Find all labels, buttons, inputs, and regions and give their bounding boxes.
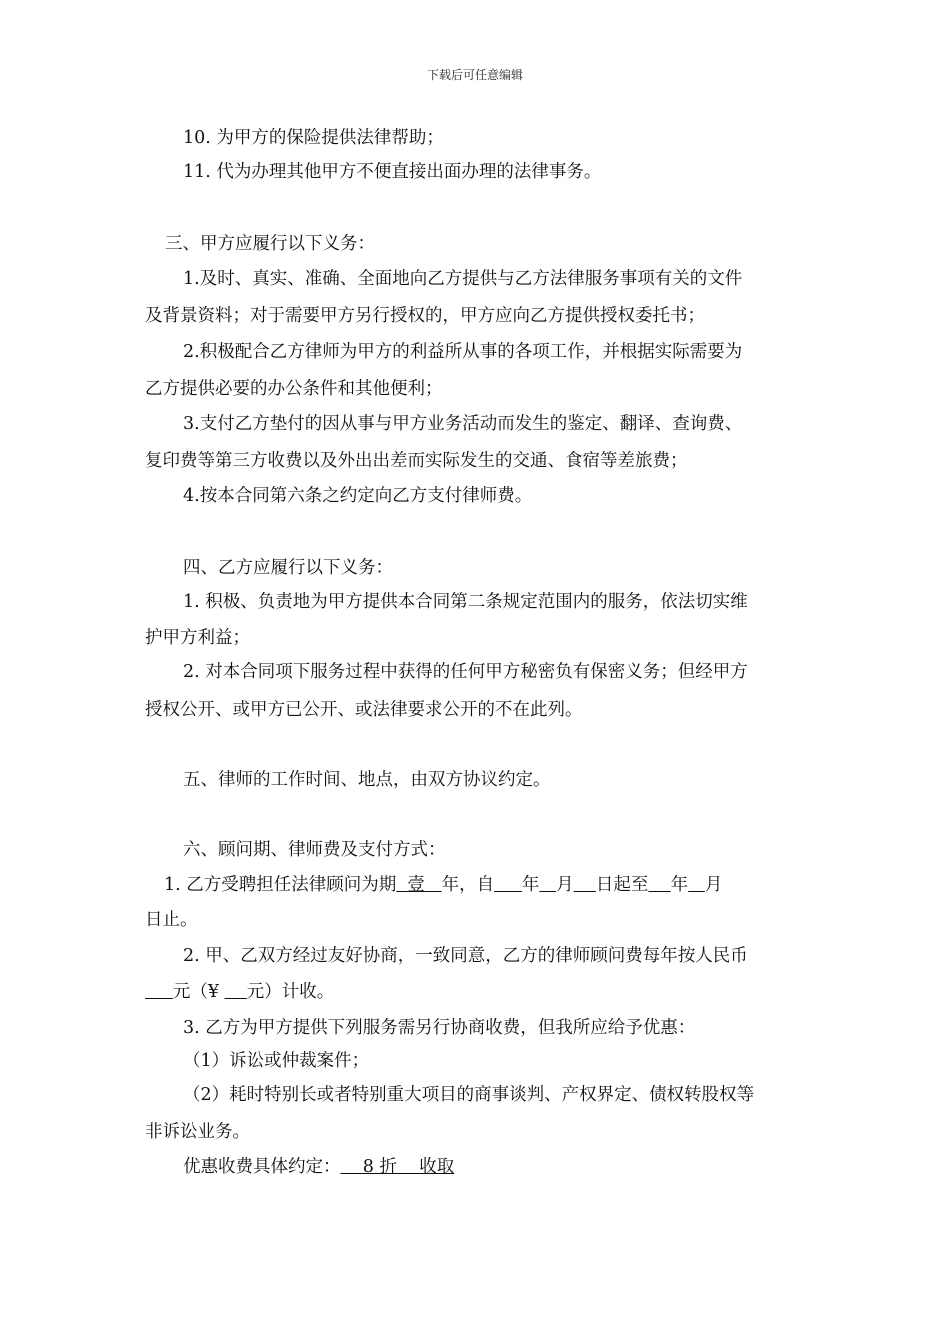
blank-field (225, 982, 247, 1002)
paragraph-line: 11. 代为办理其他甲方不便直接出面办理的法律事务。 (183, 162, 602, 182)
paragraph-line: 2.积极配合乙方律师为甲方的利益所从事的各项工作，并根据实际需要为 (183, 342, 743, 362)
term-text: 月 (704, 875, 723, 895)
blank-field (648, 875, 670, 895)
fee-clause-continuation (145, 980, 815, 1004)
term-text: 年 (521, 875, 540, 895)
term-clause-continuation: 日止。 (145, 910, 198, 930)
blank-field (574, 875, 596, 895)
term-text: 年，自 (441, 875, 495, 895)
paragraph-line: 授权公开、或甲方已公开、或法律要求公开的不在此列。 (145, 700, 583, 720)
blank-field (494, 875, 522, 895)
paragraph-line: 2. 对本合同项下服务过程中获得的任何甲方秘密负有保密义务；但经甲方 (183, 662, 748, 682)
paragraph-line: 六、顾问期、律师费及支付方式： (183, 840, 446, 860)
paragraph-line: 1.及时、真实、准确、全面地向乙方提供与乙方法律服务事项有关的文件 (183, 269, 743, 289)
fee-clause-line: 2. 甲、乙双方经过友好协商，一致同意，乙方的律师顾问费每年按人民币 (183, 946, 748, 966)
term-text: 1. 乙方受聘担任法律顾问为期 (164, 875, 397, 895)
paragraph-line: 3.支付乙方垫付的因从事与甲方业务活动而发生的鉴定、翻译、查询费、 (183, 414, 743, 434)
term-text: 月 (556, 875, 574, 895)
paragraph-line: 五、律师的工作时间、地点，由双方协议约定。 (183, 770, 551, 790)
paragraph-line: 护甲方利益； (145, 628, 250, 648)
blank-field (539, 875, 556, 895)
discount-value: 8 折 收取 (340, 1157, 455, 1177)
paragraph-line: 10. 为甲方的保险提供法律帮助； (183, 128, 444, 148)
paragraph-line: 乙方提供必要的办公条件和其他便利； (145, 379, 443, 399)
term-text: 日起至 (595, 875, 649, 895)
term-clause-line (164, 873, 834, 897)
paragraph-line: 4.按本合同第六条之约定向乙方支付律师费。 (183, 486, 533, 506)
discount-label: 优惠收费具体约定： (183, 1157, 341, 1177)
blank-field: 壹 (396, 875, 442, 895)
fee-text: 元（¥ (172, 982, 225, 1002)
blank-field (145, 982, 173, 1002)
paragraph-line: 三、甲方应履行以下义务： (165, 234, 375, 254)
paragraph-line: 四、乙方应履行以下义务： (183, 558, 393, 578)
paragraph-line: （1）诉讼或仲裁案件； (183, 1051, 370, 1071)
paragraph-line: 非诉讼业务。 (145, 1122, 250, 1142)
paragraph-line: 1. 积极、负责地为甲方提供本合同第二条规定范围内的服务，依法切实维 (183, 592, 748, 612)
blank-field (688, 875, 705, 895)
paragraph-line: （2）耗时特别长或者特别重大项目的商事谈判、产权界定、债权转股权等 (183, 1085, 755, 1105)
discount-line (183, 1155, 853, 1179)
paragraph-line: 3. 乙方为甲方提供下列服务需另行协商收费，但我所应给予优惠： (183, 1018, 696, 1038)
paragraph-line: 及背景资料；对于需要甲方另行授权的，甲方应向乙方提供授权委托书； (145, 306, 705, 326)
fee-text: 元）计收。 (246, 982, 335, 1002)
term-text: 年 (670, 875, 689, 895)
page-header: 下载后可任意编辑 (426, 68, 523, 82)
paragraph-line: 复印费等第三方收费以及外出出差而实际发生的交通、食宿等差旅费； (145, 451, 688, 471)
